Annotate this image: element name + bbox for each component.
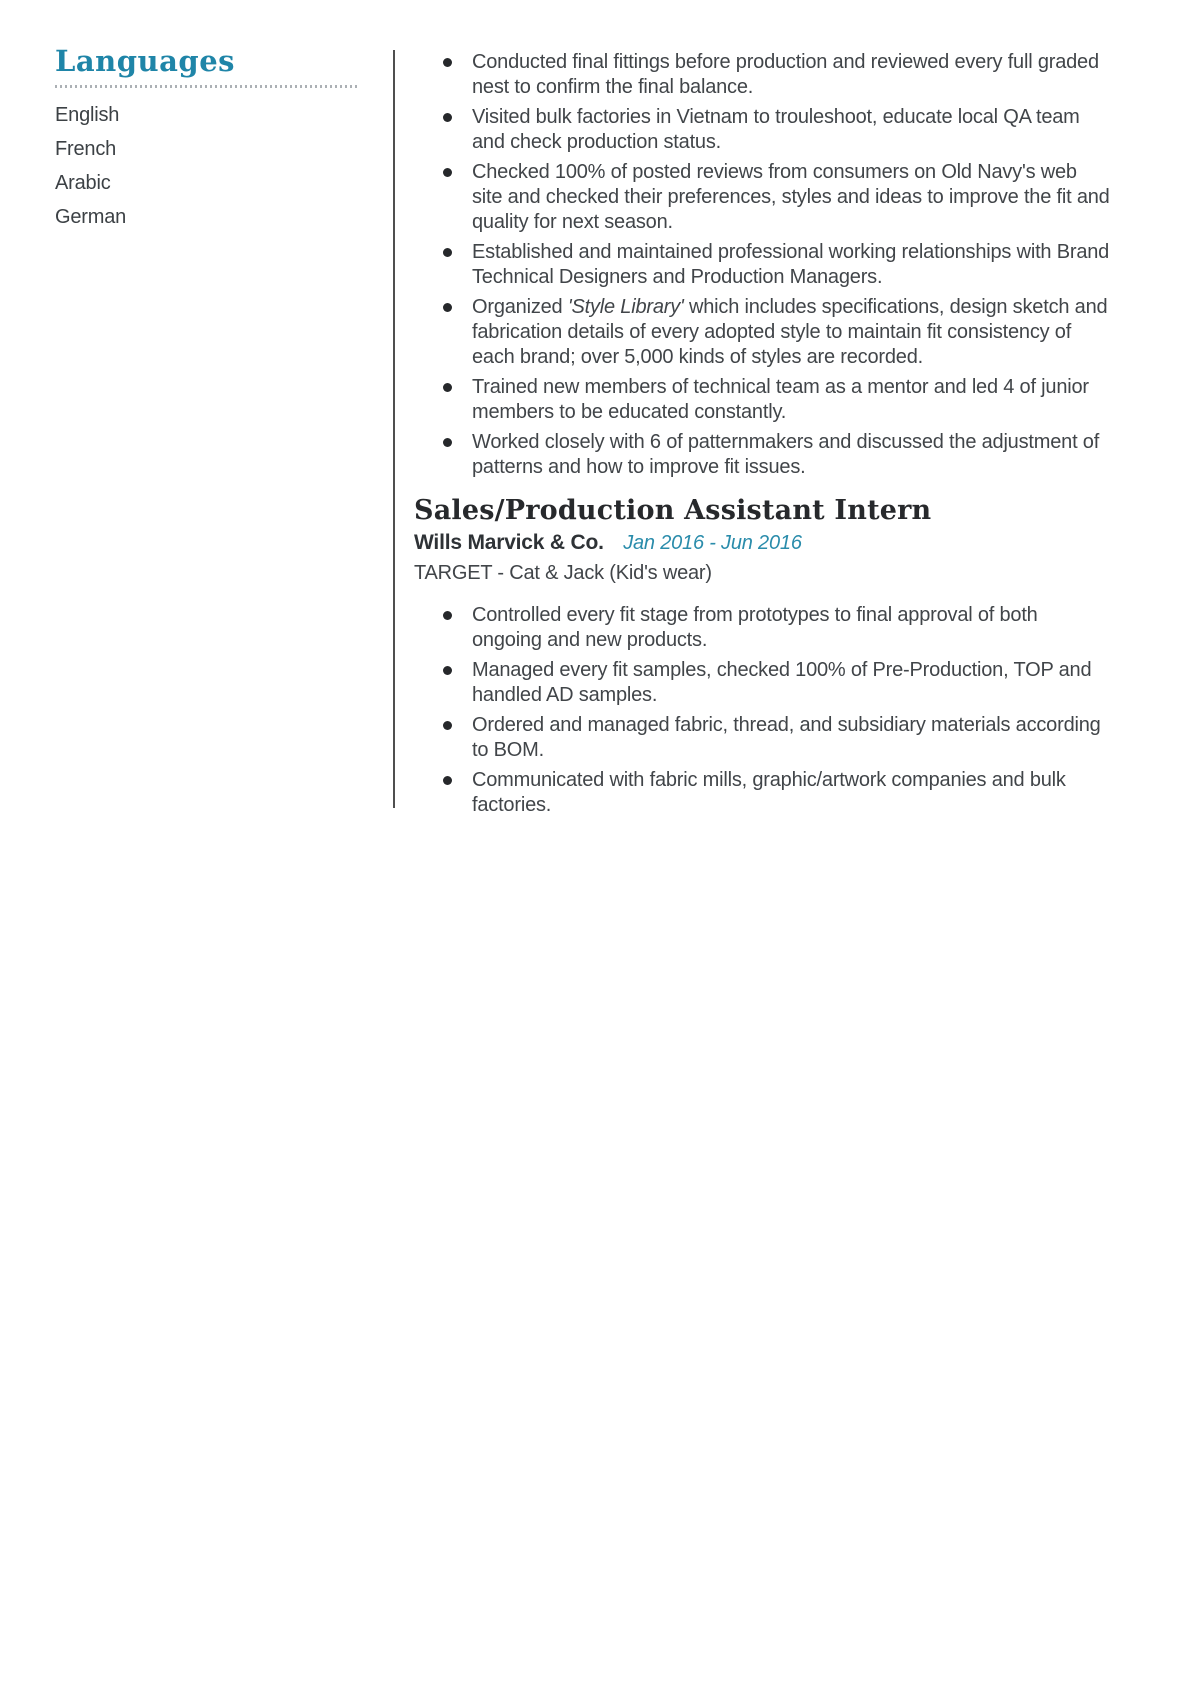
bullet-text: Trained new members of technical team as a mentor and led 4 of junior members to be educated constantly. <box>472 376 1089 423</box>
bullet-icon <box>443 438 452 447</box>
language-item: Arabic <box>55 172 111 194</box>
bullet-text: Checked 100% of posted reviews from consumers on Old Navy's web site and checked their preferences, styles and ideas to improve the fit and quality for next season. <box>472 161 1110 233</box>
language-item: French <box>55 138 117 160</box>
bullet-icon <box>443 721 452 730</box>
bullet-text: Controlled every fit stage from prototypes to final approval of both ongoing and new products. <box>472 604 1038 651</box>
bullet-icon <box>443 666 452 675</box>
bullet-icon <box>443 113 452 122</box>
bullet-text-suffix: which includes specifications, design sketch and fabrication details of every adopted style to maintain fit consistency of each brand; over 5,000 kinds of styles are recorded. <box>472 296 1108 368</box>
bullet-item <box>414 160 1112 235</box>
bullet-item <box>414 768 1112 818</box>
experience-bullet-list-2 <box>414 603 1154 818</box>
bullet-icon <box>443 303 452 312</box>
bullet-icon <box>443 383 452 392</box>
bullet-icon <box>443 248 452 257</box>
bullet-item <box>414 295 1112 370</box>
bullet-text-prefix: Organized <box>472 296 568 318</box>
job-title: Sales/Production Assistant Intern <box>414 495 932 526</box>
company-line <box>414 531 1154 555</box>
bullet-text: Visited bulk factories in Vietnam to trouleshoot, educate local QA team and check production status. <box>472 106 1080 153</box>
bullet-item <box>414 713 1112 763</box>
bullet-icon <box>443 611 452 620</box>
bullet-item <box>414 430 1112 480</box>
vertical-divider <box>393 50 395 808</box>
languages-list <box>55 104 357 228</box>
job-dates: Jan 2016 - Jun 2016 <box>623 532 802 554</box>
bullet-text: Worked closely with 6 of patternmakers and discussed the adjustment of patterns and how to improve fit issues. <box>472 431 1100 478</box>
bullet-text: Managed every fit samples, checked 100% of Pre-Production, TOP and handled AD samples. <box>472 659 1092 706</box>
dotted-underline <box>55 85 357 88</box>
bullet-text: Conducted final fittings before production and reviewed every full graded nest to confirm the final balance. <box>472 51 1099 98</box>
experience-bullet-list-1 <box>414 50 1154 480</box>
bullet-item <box>414 375 1112 425</box>
sidebar <box>55 44 357 240</box>
bullet-item <box>414 603 1112 653</box>
bullet-item <box>414 50 1112 100</box>
bullet-icon <box>443 58 452 67</box>
bullet-text <box>472 296 1107 368</box>
language-item: English <box>55 104 120 126</box>
bullet-text: Established and maintained professional working relationships with Brand Technical Designers and Production Managers. <box>472 241 1110 288</box>
job-client: TARGET - Cat & Jack (Kid's wear) <box>414 562 712 584</box>
language-item: German <box>55 206 127 228</box>
bullet-item <box>414 240 1112 290</box>
company-name: Wills Marvick & Co. <box>414 531 604 554</box>
bullet-text: Ordered and managed fabric, thread, and subsidiary materials according to BOM. <box>472 714 1101 761</box>
bullet-icon <box>443 168 452 177</box>
bullet-item <box>414 658 1112 708</box>
bullet-icon <box>443 776 452 785</box>
bullet-text-italic-phrase: 'Style Library' <box>567 296 684 318</box>
bullet-item <box>414 105 1112 155</box>
main-content <box>414 44 1154 823</box>
bullet-text: Communicated with fabric mills, graphic/artwork companies and bulk factories. <box>472 769 1066 816</box>
languages-section-title: Languages <box>55 44 235 78</box>
